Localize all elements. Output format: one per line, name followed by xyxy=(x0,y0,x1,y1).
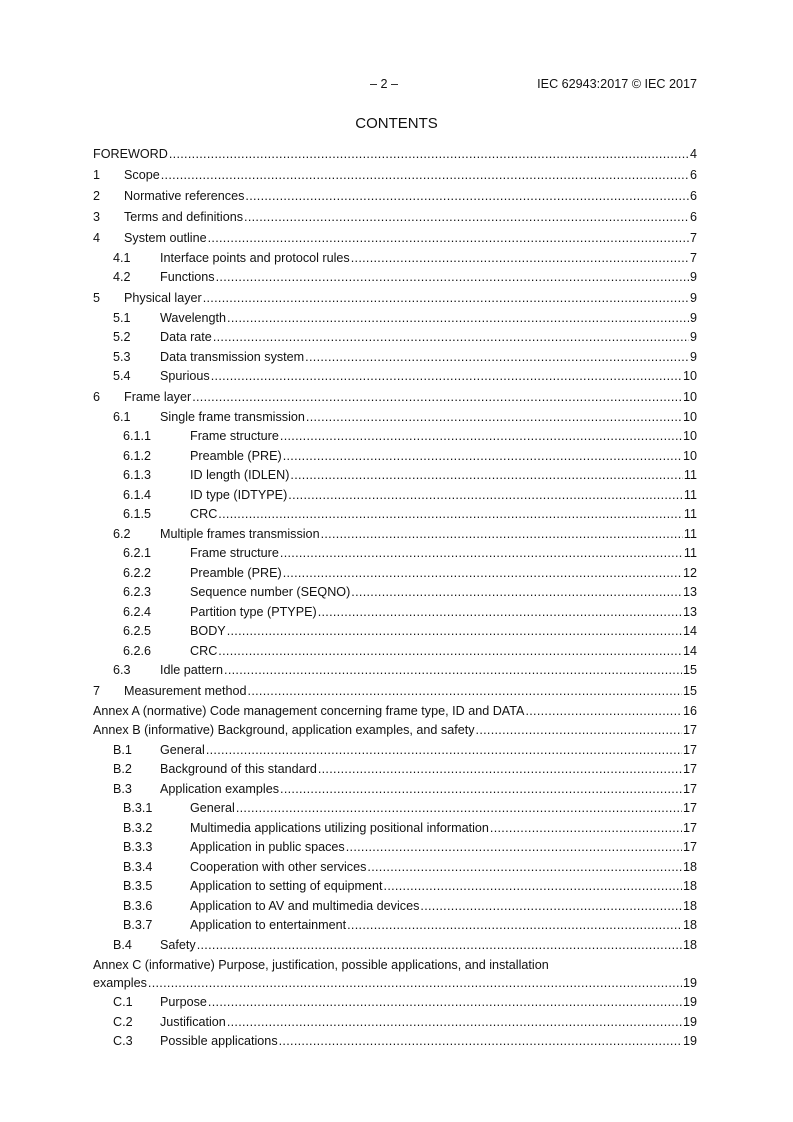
toc-entry[interactable] xyxy=(93,544,697,564)
toc-entry-number: 5.1 xyxy=(113,310,131,325)
toc-entry-title: Justification xyxy=(160,1014,226,1029)
dot-leader xyxy=(213,328,689,348)
dot-leader xyxy=(169,145,689,165)
toc-entry[interactable] xyxy=(93,622,697,642)
dot-leader xyxy=(384,877,682,897)
toc-entry-page: 6 xyxy=(689,168,697,182)
dot-leader xyxy=(367,858,682,878)
toc-entry[interactable] xyxy=(93,819,697,839)
toc-entry[interactable] xyxy=(93,408,697,428)
toc-entry-page: 18 xyxy=(682,937,697,952)
toc-entry-title: Spurious xyxy=(160,369,210,383)
toc-entry[interactable] xyxy=(93,702,697,722)
toc-entry[interactable] xyxy=(93,877,697,897)
toc-entry[interactable] xyxy=(93,268,697,288)
toc-entry[interactable] xyxy=(93,289,697,309)
toc-entry-title: Application to entertainment xyxy=(190,918,347,932)
toc-entry-title: Cooperation with other services xyxy=(190,859,367,874)
toc-entry-page: 17 xyxy=(682,762,697,776)
toc-entry-title: Application to AV and multimedia devices xyxy=(190,898,420,913)
toc-entry[interactable] xyxy=(93,427,697,447)
toc-entry-page: 6 xyxy=(689,189,697,203)
toc-entry-title: General xyxy=(160,742,205,757)
dot-leader xyxy=(211,367,682,387)
dot-leader xyxy=(279,1032,682,1052)
toc-entry-page: 6 xyxy=(689,210,697,224)
toc-entry-title: Annex A (normative) Code management concerning frame type, ID and DATA xyxy=(93,703,525,718)
toc-entry-title: Background of this standard xyxy=(160,762,317,776)
dot-leader xyxy=(227,1013,682,1033)
toc-entry-page: 13 xyxy=(682,585,697,599)
toc-entry-number: C.1 xyxy=(113,995,133,1009)
dot-leader xyxy=(208,229,689,249)
toc-entry-page: 9 xyxy=(689,291,697,305)
toc-entry[interactable] xyxy=(93,993,697,1013)
toc-entry[interactable] xyxy=(93,916,697,936)
toc-entry-page: 14 xyxy=(682,643,697,658)
dot-leader xyxy=(203,289,689,309)
toc-entry-title: FOREWORD xyxy=(93,147,168,161)
dot-leader xyxy=(227,622,682,642)
toc-entry[interactable] xyxy=(93,166,697,186)
toc-entry-number: 5.2 xyxy=(113,330,131,344)
toc-entry[interactable] xyxy=(93,936,697,956)
dot-leader xyxy=(161,166,689,186)
dot-leader xyxy=(290,466,683,486)
toc-entry-title-cont: examples xyxy=(93,975,147,990)
toc-entry-number: B.3.6 xyxy=(123,898,153,913)
dot-leader xyxy=(208,993,682,1013)
dot-leader xyxy=(476,721,682,741)
toc-entry-page: 7 xyxy=(689,250,697,265)
toc-entry-title: ID length (IDLEN) xyxy=(190,468,290,482)
dot-leader xyxy=(197,936,682,956)
toc-entry[interactable] xyxy=(93,1013,697,1033)
toc-entry-number: 6.1.5 xyxy=(123,507,152,521)
toc-entry-page: 4 xyxy=(689,147,697,161)
toc-entry[interactable] xyxy=(93,208,697,228)
dot-leader xyxy=(236,799,682,819)
toc-entry-title: ID type (IDTYPE) xyxy=(190,487,288,502)
toc-entry[interactable] xyxy=(93,348,697,368)
dot-leader xyxy=(248,682,682,702)
toc-entry-title: Measurement method xyxy=(124,684,247,698)
toc-entry-number: 2 xyxy=(93,189,101,203)
dot-leader xyxy=(318,603,682,623)
toc-entry-title: Single frame transmission xyxy=(160,409,305,424)
dot-leader xyxy=(206,741,682,761)
toc-entry[interactable] xyxy=(93,1032,697,1052)
toc-entry[interactable] xyxy=(93,367,697,387)
toc-entry[interactable] xyxy=(93,897,697,917)
toc-entry-number: 3 xyxy=(93,210,101,224)
toc-entry[interactable] xyxy=(93,721,697,741)
toc-entry-title: Preamble (PRE) xyxy=(190,565,282,580)
toc-entry-page: 9 xyxy=(689,310,697,325)
toc-entry-title: Idle pattern xyxy=(160,663,224,677)
toc-entry-page: 18 xyxy=(682,859,697,874)
toc-entry-number: 6.1.1 xyxy=(123,429,152,443)
toc-entry-number: B.3.4 xyxy=(123,859,153,874)
toc-entry-title: CRC xyxy=(190,507,218,521)
dot-leader xyxy=(280,544,683,564)
toc-entry-title: Partition type (PTYPE) xyxy=(190,604,317,619)
toc-entry[interactable] xyxy=(93,505,697,525)
toc-entry-title: Application in public spaces xyxy=(190,840,345,854)
toc-entry-number: 7 xyxy=(93,684,101,698)
toc-entry-page: 7 xyxy=(689,231,697,245)
dot-leader xyxy=(306,408,682,428)
toc-entry-number: 6.2.4 xyxy=(123,604,152,619)
toc-entry[interactable] xyxy=(93,388,697,408)
dot-leader xyxy=(321,525,683,545)
toc-entry-number: 6.2.3 xyxy=(123,585,152,599)
toc-entry-page: 17 xyxy=(682,820,697,835)
toc-entry-page: 18 xyxy=(682,879,697,893)
toc-entry[interactable] xyxy=(93,486,697,506)
page-number: – 2 – xyxy=(370,77,399,91)
toc-entry-page: 10 xyxy=(682,369,697,383)
toc-entry-page: 10 xyxy=(682,448,697,463)
toc-entry-title: Application examples xyxy=(160,781,280,796)
table-of-contents xyxy=(93,145,697,1052)
toc-entry-number: 6.1.3 xyxy=(123,468,152,482)
toc-entry-page: 10 xyxy=(682,390,697,404)
toc-entry-number: B.3.7 xyxy=(123,918,153,932)
toc-entry-page: 17 xyxy=(682,840,697,854)
toc-entry-number: B.3.2 xyxy=(123,820,153,835)
dot-leader xyxy=(224,661,682,681)
toc-entry-number: 6.2 xyxy=(113,526,131,541)
toc-entry[interactable] xyxy=(93,564,697,584)
toc-entry-page: 10 xyxy=(682,429,697,443)
toc-entry-title: Safety xyxy=(160,937,196,952)
dot-leader xyxy=(351,249,689,269)
toc-entry-number: 6.2.2 xyxy=(123,565,152,580)
toc-entry-number: B.1 xyxy=(113,742,132,757)
toc-entry-page: 18 xyxy=(682,898,697,913)
toc-entry[interactable] xyxy=(93,957,697,994)
toc-entry[interactable] xyxy=(93,799,697,819)
toc-entry-page: 15 xyxy=(682,684,697,698)
toc-entry[interactable] xyxy=(93,603,697,623)
toc-entry[interactable] xyxy=(93,741,697,761)
toc-entry-page: 14 xyxy=(682,624,697,638)
toc-entry-number: B.2 xyxy=(113,762,132,776)
toc-entry-title: Frame layer xyxy=(124,390,192,404)
toc-entry-number: B.3 xyxy=(113,781,132,796)
toc-entry-page: 11 xyxy=(683,546,697,560)
dot-leader xyxy=(218,642,682,662)
toc-entry-number: B.4 xyxy=(113,937,132,952)
toc-entry-number: 5.3 xyxy=(113,349,131,364)
toc-entry-title: Functions xyxy=(160,270,215,284)
dot-leader xyxy=(305,348,689,368)
dot-leader xyxy=(227,309,689,329)
toc-entry-page: 10 xyxy=(682,409,697,424)
dot-leader xyxy=(148,974,682,994)
toc-entry-page: 12 xyxy=(682,565,697,580)
toc-entry-number: 6.1.4 xyxy=(123,487,152,502)
toc-entry-page: 9 xyxy=(689,349,697,364)
toc-entry-number: B.3.5 xyxy=(123,879,153,893)
toc-entry-number: B.3.1 xyxy=(123,801,153,815)
toc-entry[interactable] xyxy=(93,525,697,545)
toc-entry-number: 1 xyxy=(93,168,101,182)
toc-entry-title: Multimedia applications utilizing positional information xyxy=(190,820,489,835)
toc-entry-title: BODY xyxy=(190,624,226,638)
toc-entry-title: Data rate xyxy=(160,330,212,344)
dot-leader xyxy=(218,505,683,525)
toc-entry-number: C.3 xyxy=(113,1034,133,1048)
toc-entry-page: 18 xyxy=(682,918,697,932)
dot-leader xyxy=(318,760,682,780)
toc-entry-title: Application to setting of equipment xyxy=(190,879,383,893)
toc-entry[interactable] xyxy=(93,447,697,467)
toc-entry-page: 16 xyxy=(682,703,697,718)
dot-leader xyxy=(192,388,682,408)
toc-entry[interactable] xyxy=(93,780,697,800)
toc-entry-number: 6.1.2 xyxy=(123,448,152,463)
dot-leader xyxy=(420,897,682,917)
toc-entry-title: Frame structure xyxy=(190,546,279,560)
toc-entry-title: General xyxy=(190,801,235,815)
dot-leader xyxy=(280,427,682,447)
toc-entry[interactable] xyxy=(93,309,697,329)
toc-entry-title: System outline xyxy=(124,231,207,245)
toc-entry-number: B.3.3 xyxy=(123,840,153,854)
toc-entry-title: Wavelength xyxy=(160,310,227,325)
toc-entry-page: 11 xyxy=(683,468,697,482)
dot-leader xyxy=(283,564,682,584)
dot-leader xyxy=(216,268,689,288)
toc-entry-title: Purpose xyxy=(160,995,207,1009)
toc-entry-page: 11 xyxy=(683,507,697,521)
dot-leader xyxy=(346,838,682,858)
toc-entry-title: Data transmission system xyxy=(160,349,305,364)
page-title: CONTENTS xyxy=(355,115,438,132)
dot-leader xyxy=(283,447,682,467)
toc-entry-number: 6.2.1 xyxy=(123,546,152,560)
toc-entry-number: 4.1 xyxy=(113,250,131,265)
toc-entry-number: 6 xyxy=(93,390,101,404)
toc-entry[interactable] xyxy=(93,145,697,165)
document-id: IEC 62943:2017 © IEC 2017 xyxy=(537,77,697,91)
toc-entry-title: CRC xyxy=(190,643,218,658)
toc-entry-title: Preamble (PRE) xyxy=(190,448,282,463)
toc-entry-title: Sequence number (SEQNO) xyxy=(190,585,351,599)
toc-entry[interactable] xyxy=(93,249,697,269)
toc-entry-title: Scope xyxy=(124,168,160,182)
toc-entry-number: 4 xyxy=(93,231,101,245)
toc-entry-title: Possible applications xyxy=(160,1034,278,1048)
dot-leader xyxy=(490,819,682,839)
toc-entry-number: 6.3 xyxy=(113,663,131,677)
toc-entry[interactable] xyxy=(93,858,697,878)
dot-leader xyxy=(244,208,689,228)
toc-entry-number: 5.4 xyxy=(113,369,131,383)
toc-entry-page: 19 xyxy=(682,975,697,990)
toc-entry-title: Normative references xyxy=(124,189,245,203)
toc-entry[interactable] xyxy=(93,583,697,603)
toc-entry[interactable] xyxy=(93,466,697,486)
toc-entry-page: 19 xyxy=(682,1014,697,1029)
toc-entry-page: 11 xyxy=(683,526,697,541)
toc-entry-number: 5 xyxy=(93,291,101,305)
toc-entry-page: 17 xyxy=(682,742,697,757)
toc-entry-page: 17 xyxy=(682,781,697,796)
toc-entry[interactable] xyxy=(93,838,697,858)
toc-entry-page: 9 xyxy=(689,330,697,344)
toc-entry-page: 11 xyxy=(683,487,697,502)
toc-entry-page: 9 xyxy=(689,270,697,284)
toc-entry-number: 6.2.6 xyxy=(123,643,152,658)
toc-entry-title: Annex C (informative) Purpose, justification, possible applications, and installation xyxy=(93,957,549,972)
dot-leader xyxy=(347,916,682,936)
toc-entry-number: 6.1 xyxy=(113,409,131,424)
toc-entry-page: 17 xyxy=(682,801,697,815)
toc-entry[interactable] xyxy=(93,187,697,207)
toc-entry[interactable] xyxy=(93,642,697,662)
toc-entry[interactable] xyxy=(93,328,697,348)
dot-leader xyxy=(351,583,682,603)
dot-leader xyxy=(280,780,682,800)
dot-leader xyxy=(245,187,689,207)
toc-entry[interactable] xyxy=(93,760,697,780)
toc-entry-number: 6.2.5 xyxy=(123,624,152,638)
toc-entry-number: C.2 xyxy=(113,1014,133,1029)
toc-entry-title: Physical layer xyxy=(124,291,202,305)
toc-entry-page: 17 xyxy=(682,723,697,737)
toc-entry[interactable] xyxy=(93,661,697,681)
dot-leader xyxy=(288,486,683,506)
toc-entry-page: 19 xyxy=(682,995,697,1009)
toc-entry-title: Interface points and protocol rules xyxy=(160,250,350,265)
toc-entry-title: Terms and definitions xyxy=(124,210,244,224)
toc-entry[interactable] xyxy=(93,682,697,702)
toc-entry-page: 13 xyxy=(682,604,697,619)
dot-leader xyxy=(525,702,682,722)
toc-entry-title: Frame structure xyxy=(190,429,279,443)
toc-entry-title: Multiple frames transmission xyxy=(160,526,320,541)
toc-entry-title: Annex B (informative) Background, application examples, and safety xyxy=(93,723,475,737)
toc-entry[interactable] xyxy=(93,229,697,249)
toc-entry-page: 15 xyxy=(682,663,697,677)
toc-entry-number: 4.2 xyxy=(113,270,131,284)
toc-entry-page: 19 xyxy=(682,1034,697,1048)
